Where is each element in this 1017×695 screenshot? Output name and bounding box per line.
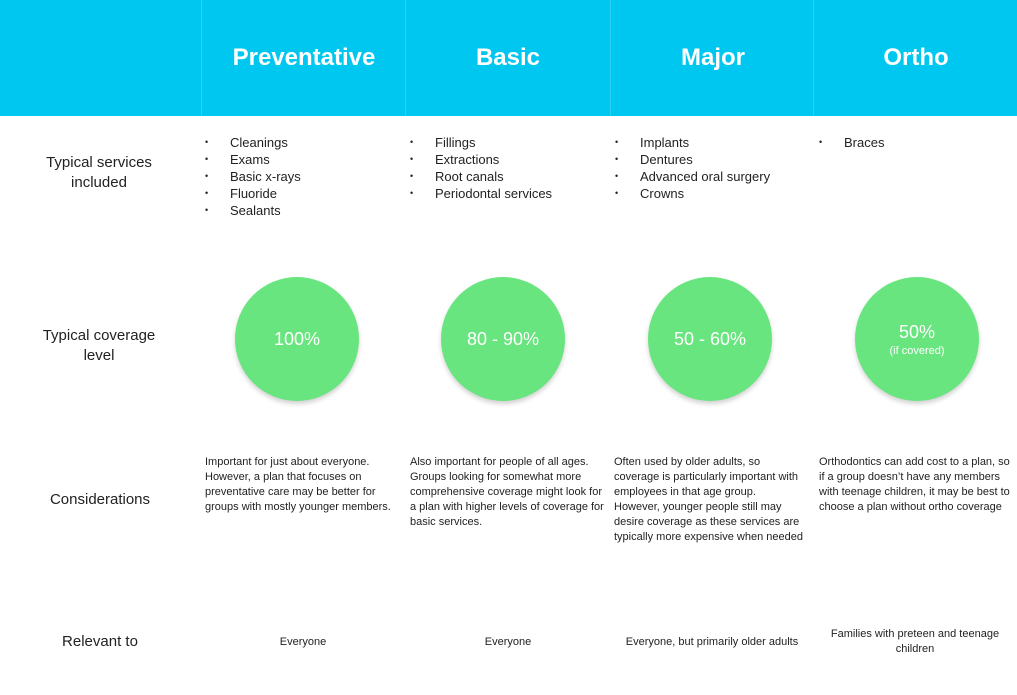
list-item: • Implants — [615, 134, 770, 151]
coverage-value: 50 - 60% — [673, 328, 747, 349]
considerations-major: Often used by older adults, so coverage is particularly important with employees in that age group. However, younger people still may desire coverage as these services are typically more expensive when needed — [614, 456, 803, 543]
coverage-value: 80 - 90% — [466, 328, 540, 349]
relevant-ortho: Families with preteen and teenage children — [830, 628, 1000, 655]
column-title-major: Major — [610, 0, 815, 116]
relevant-major: Everyone, but primarily older adults — [625, 636, 799, 648]
coverage-circle-basic — [441, 277, 565, 401]
considerations-preventative: Important for just about everyone. However, a plan that focuses on preventative care may be better for groups with mostly younger members. — [205, 456, 391, 513]
row-label-services: Typical services included — [46, 154, 152, 191]
list-item: • Advanced oral surgery — [615, 168, 770, 185]
list-item: • Fluoride — [205, 185, 301, 202]
list-item: • Fillings — [410, 134, 552, 151]
column-title-ortho: Ortho — [813, 0, 1017, 116]
column-title-basic: Basic — [405, 0, 610, 116]
considerations-basic: Also important for people of all ages. Groups looking for somewhat more comprehensive coverage might look for a plan with higher levels of coverage for basic services. — [410, 456, 604, 528]
list-item: • Dentures — [615, 151, 770, 168]
services-list-major — [615, 134, 770, 202]
services-list-ortho — [819, 134, 884, 151]
coverage-value: 100% — [273, 328, 321, 349]
row-label-considerations: Considerations — [49, 491, 151, 508]
list-item: • Braces — [819, 134, 884, 151]
coverage-note: (if covered) — [889, 344, 945, 357]
considerations-ortho: Orthodontics can add cost to a plan, so if a group doesn’t have any members with teenage children, it may be best to choose a plan without ortho coverage — [819, 456, 1010, 513]
services-list-basic — [410, 134, 552, 202]
row-label-coverage: Typical coverage level — [42, 327, 156, 364]
header-band — [0, 0, 1017, 116]
list-item: • Sealants — [205, 202, 301, 219]
list-item: • Cleanings — [205, 134, 301, 151]
row-label-relevant: Relevant to — [62, 633, 138, 650]
relevant-basic: Everyone — [484, 636, 532, 648]
relevant-preventative: Everyone — [279, 636, 327, 648]
coverage-circle-major — [648, 277, 772, 401]
column-title-preventative: Preventative — [201, 0, 406, 116]
coverage-circle-preventative — [235, 277, 359, 401]
coverage-value: 50% — [898, 321, 936, 342]
list-item: • Periodontal services — [410, 185, 552, 202]
list-item: • Basic x-rays — [205, 168, 301, 185]
services-list-preventative — [205, 134, 301, 219]
coverage-circle-ortho — [855, 277, 979, 401]
list-item: • Crowns — [615, 185, 770, 202]
list-item: • Extractions — [410, 151, 552, 168]
list-item: • Exams — [205, 151, 301, 168]
list-item: • Root canals — [410, 168, 552, 185]
